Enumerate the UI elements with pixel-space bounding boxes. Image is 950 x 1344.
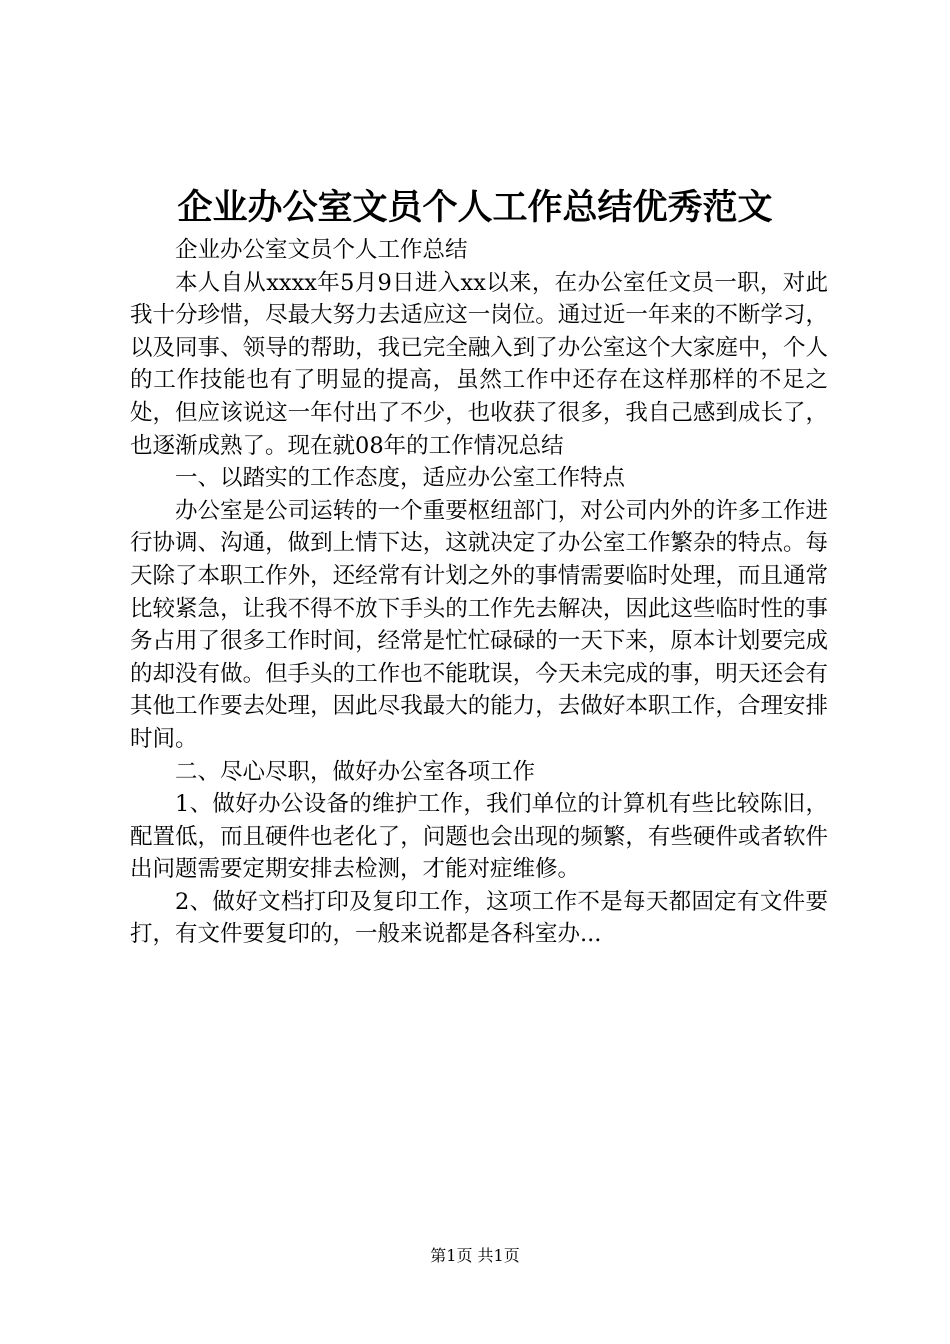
- paragraph-section-1: 办公室是公司运转的一个重要枢纽部门，对公司内外的许多工作进行协调、沟通，做到上情下达，这就决定了办公室工作繁杂的特点。每天除了本职工作外，还经常有计划之外的事情需要临时处理，而且通常比较紧急，让我不得不放下手头的工作先去解决，因此这些临时性的事务占用了很多工作时间，经常是忙忙碌碌的一天下来，原本计划要完成的却没有做。但手头的工作也不能耽误，今天未完成的事，明天还会有其他工作要去处理，因此尽我最大的能力，去做好本职工作，合理安排时间。: [130, 497, 828, 752]
- document-title: 企业办公室文员个人工作总结优秀范文: [177, 187, 773, 228]
- paragraph-intro: 本人自从xxxx年5月9日进入xx以来，在办公室任文员一职，对此我十分珍惜，尽最大努力去适应这一岗位。通过近一年来的不断学习，以及同事、领导的帮助，我已完全融入到了办公室这个大家庭中，个人的工作技能也有了明显的提高，虽然工作中还存在这样那样的不足之处，但应该说这一年付出了不少，也收获了很多，我自己感到成长了，也逐渐成熟了。现在就08年的工作情况总结: [130, 269, 828, 459]
- page-number-footer: 第1页 共1页: [430, 1246, 520, 1265]
- paragraph-item-1: 1、做好办公设备的维护工作，我们单位的计算机有些比较陈旧，配置低，而且硬件也老化了，问题也会出现的频繁，有些硬件或者软件出问题需要定期安排去检测，才能对症维修。: [130, 791, 828, 883]
- paragraph-item-2: 2、做好文档打印及复印工作，这项工作不是每天都固定有文件要打，有文件要复印的，一般来说都是各科室办...: [130, 888, 828, 948]
- section-heading-1: 一、以踏实的工作态度，适应办公室工作特点: [175, 465, 626, 492]
- section-heading-2: 二、尽心尽职，做好办公室各项工作: [175, 758, 536, 785]
- document-body: [130, 234, 828, 951]
- paragraph-subtitle: 企业办公室文员个人工作总结: [175, 237, 468, 263]
